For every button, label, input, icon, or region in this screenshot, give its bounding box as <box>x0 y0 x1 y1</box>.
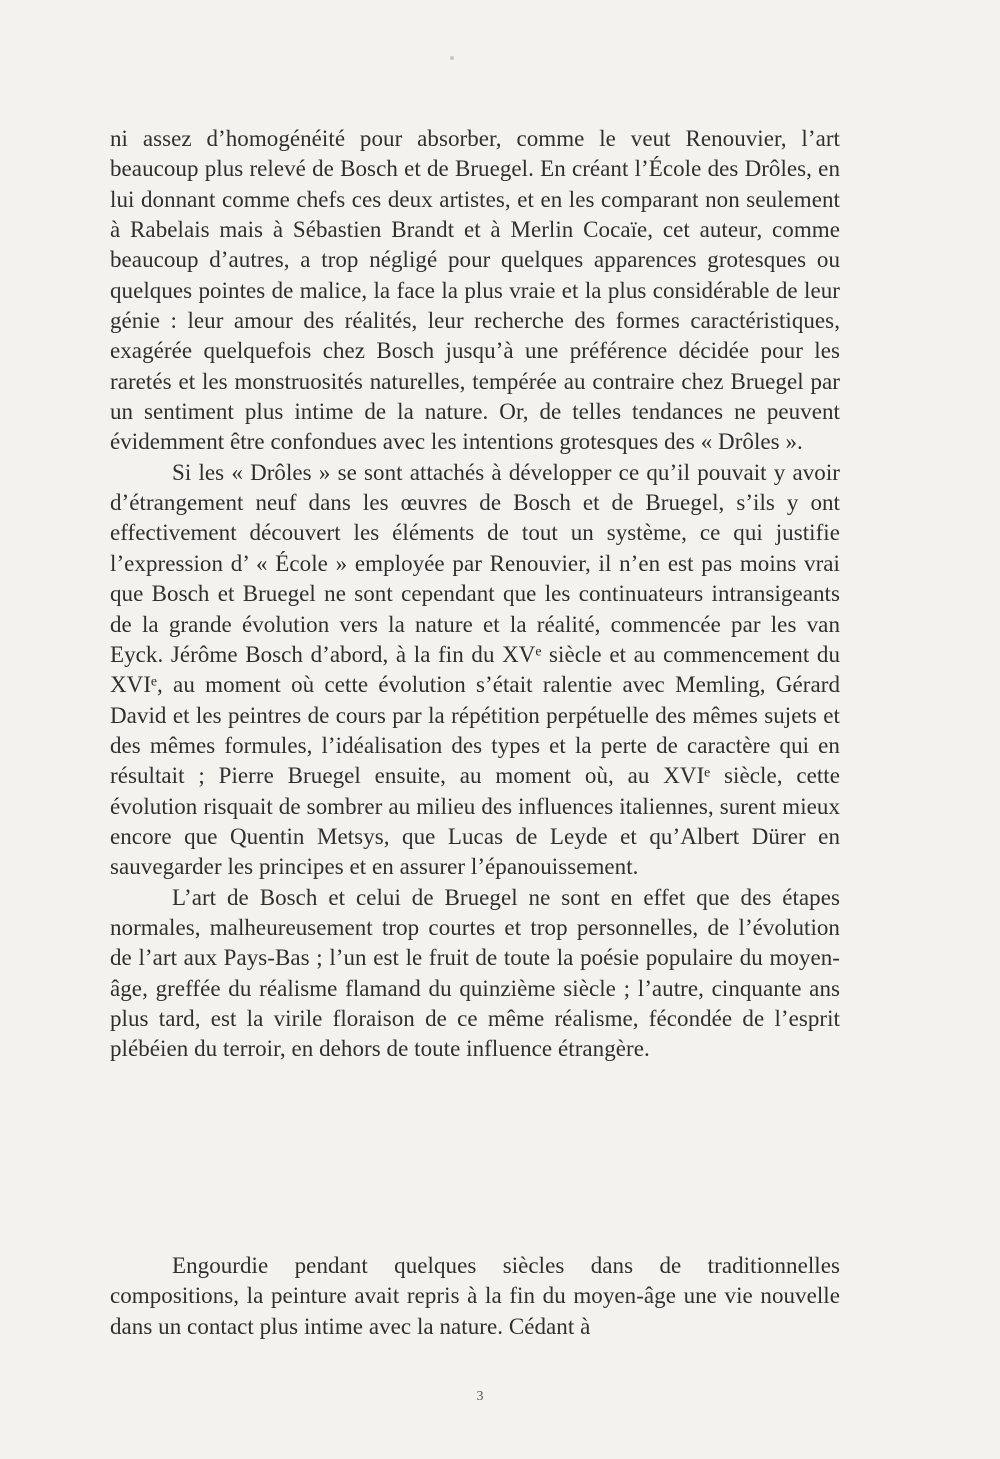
paragraph-3: L’art de Bosch et celui de Bruegel ne sont en effet que des étapes normales, malheureusement trop courtes et trop personnelles, de l’évolution de l’art aux Pays-Bas ; l’un est le fruit de toute la poésie populaire du moyen-âge, greffée du réalisme flamand du quinzième siècle ; l’autre, cinquante ans plus tard, est la virile floraison de ce même réalisme, fécondée de l’esprit plébéien du terroir, en dehors de toute influence étrangère. <box>110 884 840 1062</box>
paragraph-2: Si les « Drôles » se sont attachés à développer ce qu’il pouvait y avoir d’étrangement neuf dans les œuvres de Bosch et de Bruegel, s’ils y ont effectivement découvert les éléments de tout un système, ce qui justifie l’expression d’ « École » employée par Renouvier, il n’en est pas moins vrai que Bosch et Bruegel ne sont cependant que les continuateurs intransigeants de la grande évolution vers la nature et la réalité, commencée par les van Eyck. Jérôme Bosch d’abord, à la fin du XVᵉ siècle et au commencement du XVIᵉ, au moment où cette évolution s’était ralentie avec Memling, Gérard David et les peintres de cours par la répétition perpétuelle des mêmes sujets et des mêmes formules, l’idéalisation des types et la perte de caractère qui en résultait ; Pierre Bruegel ensuite, au moment où, au XVIᵉ siècle, cette évolution risquait de sombrer au milieu des influences italiennes, surent mieux encore que Quentin Metsys, que Lucas de Leyde et qu’Albert Dürer en sauvegarder les principes et en assurer l’épanouissement. <box>110 459 840 880</box>
paragraph-4: Engourdie pendant quelques siècles dans de traditionnelles compositions, la peinture avait repris à la fin du moyen-âge une vie nouvelle dans un contact plus intime avec la nature. Cédant à <box>110 1253 840 1339</box>
printing-mark <box>450 56 454 60</box>
section-start-text-block <box>110 1251 840 1342</box>
main-text-block <box>110 124 840 1065</box>
page-number: 3 <box>476 1389 484 1404</box>
paragraph-1: ni assez d’homogénéité pour absorber, comme le veut Renouvier, l’art beaucoup plus relevé de Bosch et de Bruegel. En créant l’École des Drôles, en lui donnant comme chefs ces deux artistes, et en les comparant non seulement à Rabelais mais à Sébastien Brandt et à Merlin Cocaïe, cet auteur, comme beaucoup d’autres, a trop négligé pour quelques apparences grotesques ou quelques pointes de malice, la face la plus vraie et la plus considérable de leur génie : leur amour des réalités, leur recherche des formes caractéristiques, exagérée quelquefois chez Bosch jusqu’à une préférence décidée pour les raretés et les monstruosités naturelles, tempérée au contraire chez Bruegel par un sentiment plus intime de la nature. Or, de telles tendances ne peuvent évidemment être confondues avec les intentions grotesques des « Drôles ». <box>110 126 840 455</box>
